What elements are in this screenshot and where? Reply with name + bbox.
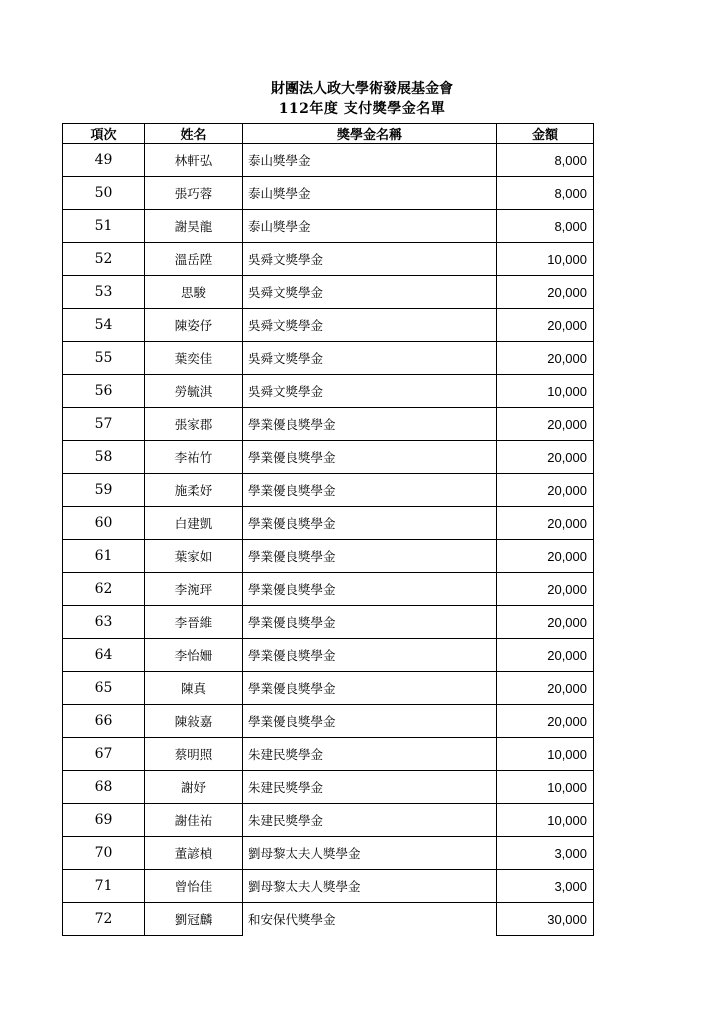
table-row xyxy=(63,573,594,606)
table-row xyxy=(63,804,594,837)
scholarship-table xyxy=(62,123,594,936)
row-amount-cell: 8,000 xyxy=(497,210,594,243)
table-row xyxy=(63,276,594,309)
row-amount-cell: 20,000 xyxy=(497,441,594,474)
row-amount-cell: 10,000 xyxy=(497,243,594,276)
row-index-cell: 61 xyxy=(63,540,145,573)
table-row xyxy=(63,210,594,243)
row-amount-cell: 20,000 xyxy=(497,606,594,639)
row-index-cell: 68 xyxy=(63,771,145,804)
table-row xyxy=(63,738,594,771)
row-amount-cell: 20,000 xyxy=(497,705,594,738)
row-scholarship-cell: 吳舜文獎學金 xyxy=(243,243,497,276)
row-scholarship-cell: 學業優良獎學金 xyxy=(243,672,497,705)
row-scholarship-cell: 學業優良獎學金 xyxy=(243,705,497,738)
table-row xyxy=(63,507,594,540)
row-index-cell: 59 xyxy=(63,474,145,507)
row-name-cell: 李怡姍 xyxy=(145,639,243,672)
row-index-cell: 53 xyxy=(63,276,145,309)
row-name-cell: 張家郡 xyxy=(145,408,243,441)
document-title: 財團法人政大學術發展基金會 xyxy=(271,81,453,97)
table-row xyxy=(63,540,594,573)
row-amount-cell: 30,000 xyxy=(497,903,594,936)
row-amount-cell: 3,000 xyxy=(497,837,594,870)
row-index-cell: 60 xyxy=(63,507,145,540)
row-name-cell: 董諺楨 xyxy=(145,837,243,870)
column-header-index: 項次 xyxy=(63,124,145,144)
row-name-cell: 陳姿伃 xyxy=(145,309,243,342)
row-amount-cell: 8,000 xyxy=(497,144,594,177)
row-index-cell: 55 xyxy=(63,342,145,375)
table-row xyxy=(63,309,594,342)
row-scholarship-cell: 吳舜文獎學金 xyxy=(243,375,497,408)
row-name-cell: 李涴玶 xyxy=(145,573,243,606)
row-name-cell: 林軒弘 xyxy=(145,144,243,177)
row-index-cell: 56 xyxy=(63,375,145,408)
table-row xyxy=(63,177,594,210)
table-row xyxy=(63,342,594,375)
row-scholarship-cell: 學業優良獎學金 xyxy=(243,441,497,474)
table-row xyxy=(63,408,594,441)
row-name-cell: 葉家如 xyxy=(145,540,243,573)
row-index-cell: 72 xyxy=(63,903,145,936)
row-index-cell: 52 xyxy=(63,243,145,276)
row-scholarship-cell: 學業優良獎學金 xyxy=(243,408,497,441)
row-scholarship-cell: 劉母黎太夫人獎學金 xyxy=(243,837,497,870)
row-amount-cell: 8,000 xyxy=(497,177,594,210)
row-amount-cell: 10,000 xyxy=(497,804,594,837)
row-index-cell: 66 xyxy=(63,705,145,738)
row-scholarship-cell: 朱建民獎學金 xyxy=(243,738,497,771)
row-index-cell: 70 xyxy=(63,837,145,870)
row-name-cell: 陳真 xyxy=(145,672,243,705)
row-name-cell: 李晉維 xyxy=(145,606,243,639)
row-scholarship-cell: 學業優良獎學金 xyxy=(243,606,497,639)
row-index-cell: 51 xyxy=(63,210,145,243)
row-amount-cell: 10,000 xyxy=(497,771,594,804)
table-row xyxy=(63,375,594,408)
row-scholarship-cell: 吳舜文獎學金 xyxy=(243,276,497,309)
row-amount-cell: 10,000 xyxy=(497,738,594,771)
row-index-cell: 64 xyxy=(63,639,145,672)
row-index-cell: 49 xyxy=(63,144,145,177)
table-row xyxy=(63,144,594,177)
row-name-cell: 張巧蓉 xyxy=(145,177,243,210)
row-index-cell: 58 xyxy=(63,441,145,474)
row-scholarship-cell: 學業優良獎學金 xyxy=(243,474,497,507)
row-amount-cell: 10,000 xyxy=(497,375,594,408)
row-name-cell: 施柔妤 xyxy=(145,474,243,507)
row-scholarship-cell: 學業優良獎學金 xyxy=(243,507,497,540)
row-name-cell: 謝佳祐 xyxy=(145,804,243,837)
row-scholarship-cell: 泰山獎學金 xyxy=(243,177,497,210)
column-header-scholarship: 獎學金名稱 xyxy=(243,124,497,144)
row-amount-cell: 20,000 xyxy=(497,342,594,375)
row-index-cell: 63 xyxy=(63,606,145,639)
row-scholarship-cell: 泰山獎學金 xyxy=(243,144,497,177)
document-subtitle: 112年度 支付獎學金名單 xyxy=(278,101,446,117)
row-index-cell: 69 xyxy=(63,804,145,837)
row-scholarship-cell: 和安保代獎學金 xyxy=(243,903,497,936)
table-row xyxy=(63,903,594,936)
row-name-cell: 勞毓淇 xyxy=(145,375,243,408)
row-index-cell: 62 xyxy=(63,573,145,606)
row-amount-cell: 20,000 xyxy=(497,639,594,672)
row-name-cell: 葉奕佳 xyxy=(145,342,243,375)
row-amount-cell: 20,000 xyxy=(497,309,594,342)
row-amount-cell: 20,000 xyxy=(497,540,594,573)
row-scholarship-cell: 學業優良獎學金 xyxy=(243,639,497,672)
row-scholarship-cell: 泰山獎學金 xyxy=(243,210,497,243)
row-amount-cell: 3,000 xyxy=(497,870,594,903)
row-name-cell: 謝妤 xyxy=(145,771,243,804)
row-index-cell: 50 xyxy=(63,177,145,210)
table-row xyxy=(63,243,594,276)
table-row xyxy=(63,870,594,903)
row-scholarship-cell: 學業優良獎學金 xyxy=(243,573,497,606)
row-index-cell: 67 xyxy=(63,738,145,771)
row-scholarship-cell: 劉母黎太夫人獎學金 xyxy=(243,870,497,903)
row-name-cell: 溫岳陞 xyxy=(145,243,243,276)
row-index-cell: 57 xyxy=(63,408,145,441)
row-name-cell: 李祐竹 xyxy=(145,441,243,474)
table-row xyxy=(63,639,594,672)
row-amount-cell: 20,000 xyxy=(497,672,594,705)
row-name-cell: 劉冠麟 xyxy=(145,903,243,936)
row-name-cell: 白建凱 xyxy=(145,507,243,540)
row-index-cell: 65 xyxy=(63,672,145,705)
table-row xyxy=(63,771,594,804)
table-row xyxy=(63,705,594,738)
row-amount-cell: 20,000 xyxy=(497,573,594,606)
row-amount-cell: 20,000 xyxy=(497,276,594,309)
row-index-cell: 71 xyxy=(63,870,145,903)
row-amount-cell: 20,000 xyxy=(497,507,594,540)
row-scholarship-cell: 朱建民獎學金 xyxy=(243,804,497,837)
row-amount-cell: 20,000 xyxy=(497,474,594,507)
row-name-cell: 謝昊龍 xyxy=(145,210,243,243)
table-row xyxy=(63,474,594,507)
column-header-name: 姓名 xyxy=(145,124,243,144)
row-name-cell: 思駿 xyxy=(145,276,243,309)
table-row xyxy=(63,672,594,705)
row-scholarship-cell: 吳舜文獎學金 xyxy=(243,309,497,342)
column-header-amount: 金額 xyxy=(497,124,594,144)
row-amount-cell: 20,000 xyxy=(497,408,594,441)
table-row xyxy=(63,441,594,474)
row-scholarship-cell: 吳舜文獎學金 xyxy=(243,342,497,375)
row-name-cell: 蔡明照 xyxy=(145,738,243,771)
table-row xyxy=(63,606,594,639)
row-scholarship-cell: 學業優良獎學金 xyxy=(243,540,497,573)
row-index-cell: 54 xyxy=(63,309,145,342)
table-header-row xyxy=(63,124,594,144)
row-scholarship-cell: 朱建民獎學金 xyxy=(243,771,497,804)
row-name-cell: 曾怡佳 xyxy=(145,870,243,903)
row-name-cell: 陳敍嘉 xyxy=(145,705,243,738)
table-row xyxy=(63,837,594,870)
